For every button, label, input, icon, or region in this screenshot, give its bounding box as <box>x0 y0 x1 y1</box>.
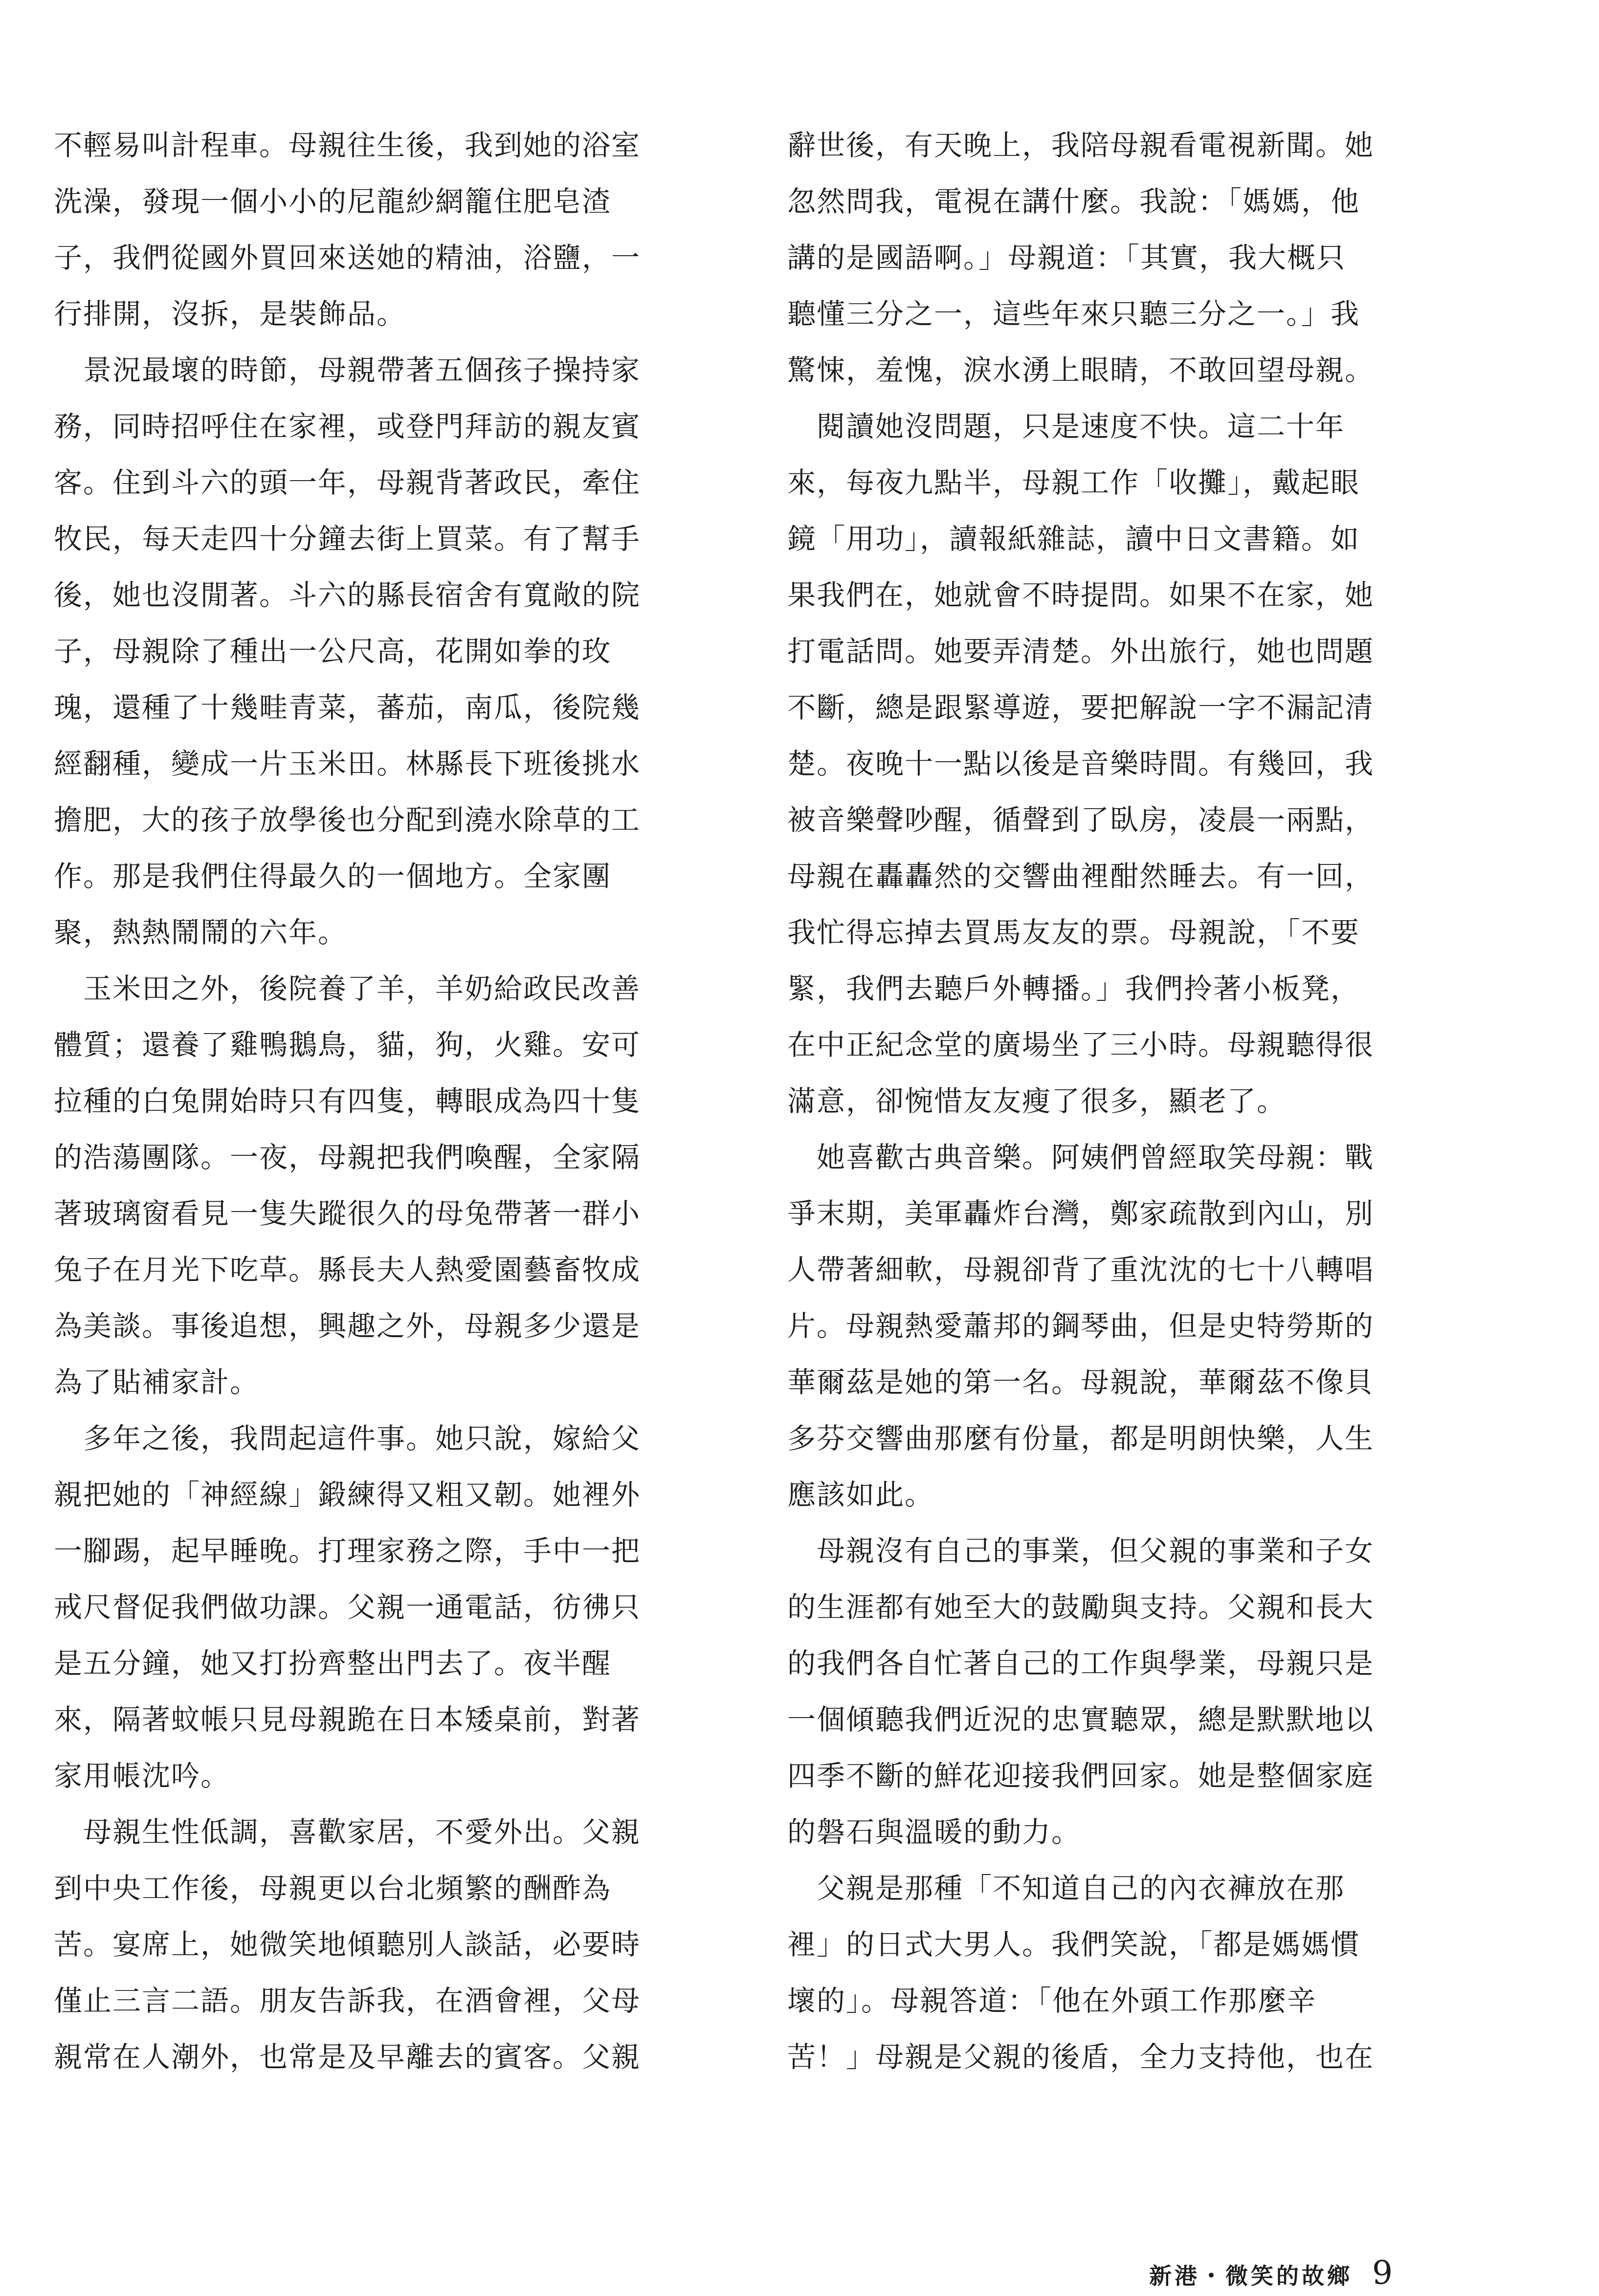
text-line: 應該如此。 <box>787 1478 934 1511</box>
text-line: 聚，熱熱鬧鬧的六年。 <box>54 916 348 949</box>
page-footer <box>1149 2254 1393 2292</box>
running-footer-title: 新港・微笑的故鄉 <box>1149 2263 1353 2289</box>
text-line: 客。住到斗六的頭一年，母親背著政民，牽住 <box>54 466 641 499</box>
text-line: 四季不斷的鮮花迎接我們回家。她是整個家庭 <box>787 1759 1375 1792</box>
text-line: 被音樂聲吵醒，循聲到了臥房，凌晨一兩點， <box>787 803 1375 837</box>
text-line: 的我們各自忙著自己的工作與學業，母親只是 <box>787 1647 1375 1680</box>
text-line: 為了貼補家計。 <box>54 1366 260 1399</box>
text-line: 親把她的「神經線」鍛練得又粗又韌。她裡外 <box>54 1478 641 1511</box>
right-text-column <box>787 117 1423 2085</box>
text-line: 不斷，總是跟緊導遊，要把解說一字不漏記清 <box>787 691 1375 724</box>
text-line: 體質；還養了雞鴨鵝鳥，貓，狗，火雞。安可 <box>54 1028 641 1061</box>
text-line: 的浩蕩團隊。一夜，母親把我們喚醒，全家隔 <box>54 1141 641 1174</box>
text-line: 後，她也沒閒著。斗六的縣長宿舍有寬敞的院 <box>54 578 641 612</box>
text-line: 景況最壞的時節，母親帶著五個孩子操持家 <box>54 353 641 387</box>
text-line: 裡」的日式大男人。我們笑說，「都是媽媽慣 <box>787 1928 1360 1961</box>
text-line: 到中央工作後，母親更以台北頻繁的酬酢為 <box>54 1872 612 1905</box>
text-line: 滿意，卻惋惜友友瘦了很多，顯老了。 <box>787 1084 1287 1118</box>
text-line: 果我們在，她就會不時提問。如果不在家，她 <box>787 578 1375 612</box>
text-line: 的磐石與溫暖的動力。 <box>787 1815 1081 1849</box>
text-line: 子，我們從國外買回來送她的精油，浴鹽，一 <box>54 241 641 274</box>
text-line: 僅止三言二語。朋友告訴我，在酒會裡，父母 <box>54 1984 641 2017</box>
text-line: 是五分鐘，她又打扮齊整出門去了。夜半醒 <box>54 1647 612 1680</box>
text-line: 母親沒有自己的事業，但父親的事業和子女 <box>787 1534 1375 1567</box>
text-line: 一腳踢，起早睡晚。打理家務之際，手中一把 <box>54 1534 641 1567</box>
text-line: 擔肥，大的孩子放學後也分配到澆水除草的工 <box>54 803 641 837</box>
text-line: 洗澡，發現一個小小的尼龍紗網籠住肥皂渣 <box>54 185 612 218</box>
text-line: 母親在轟轟然的交響曲裡酣然睡去。有一回， <box>787 860 1375 893</box>
page-number: 9 <box>1372 2254 1393 2292</box>
text-line: 聽懂三分之一，這些年來只聽三分之一。」我 <box>787 297 1360 331</box>
text-line: 打電話問。她要弄清楚。外出旅行，她也問題 <box>787 635 1375 668</box>
text-line: 緊，我們去聽戶外轉播。」我們拎著小板凳， <box>787 972 1360 1005</box>
text-line: 楚。夜晚十一點以後是音樂時間。有幾回，我 <box>787 747 1375 780</box>
text-line: 經翻種，變成一片玉米田。林縣長下班後挑水 <box>54 747 641 780</box>
text-line: 子，母親除了種出一公尺高，花開如拳的玫 <box>54 635 612 668</box>
text-line: 她喜歡古典音樂。阿姨們曾經取笑母親：戰 <box>787 1141 1375 1174</box>
text-line: 瑰，還種了十幾畦青菜，蕃茄，南瓜，後院幾 <box>54 691 641 724</box>
text-line: 兔子在月光下吃草。縣長夫人熱愛園藝畜牧成 <box>54 1253 641 1286</box>
text-line: 行排開，沒拆，是裝飾品。 <box>54 297 406 331</box>
text-line: 牧民，每天走四十分鐘去街上買菜。有了幫手 <box>54 522 641 555</box>
text-line: 家用帳沈吟。 <box>54 1759 230 1792</box>
text-line: 華爾茲是她的第一名。母親說，華爾茲不像貝 <box>787 1366 1375 1399</box>
text-line: 驚悚，羞愧，淚水湧上眼睛，不敢回望母親。 <box>787 353 1375 387</box>
text-line: 忽然問我，電視在講什麼。我說：「媽媽，他 <box>787 185 1360 218</box>
text-line: 著玻璃窗看見一隻失蹤很久的母兔帶著一群小 <box>54 1197 641 1230</box>
text-line: 辭世後，有天晚上，我陪母親看電視新聞。她 <box>787 129 1375 162</box>
text-line: 來，隔著蚊帳只見母親跪在日本矮桌前，對著 <box>54 1703 641 1736</box>
text-line: 拉種的白兔開始時只有四隻，轉眼成為四十隻 <box>54 1084 641 1118</box>
text-line: 苦！」母親是父親的後盾，全力支持他，也在 <box>787 2040 1375 2074</box>
text-line: 片。母親熱愛蕭邦的鋼琴曲，但是史特勞斯的 <box>787 1309 1375 1343</box>
text-line: 來，每夜九點半，母親工作「收攤」，戴起眼 <box>787 466 1360 499</box>
text-line: 講的是國語啊。」母親道：「其實，我大概只 <box>787 241 1346 274</box>
text-line: 我忙得忘掉去買馬友友的票。母親說，「不要 <box>787 916 1360 949</box>
text-line: 閱讀她沒問題，只是速度不快。這二十年 <box>787 410 1345 443</box>
text-line: 在中正紀念堂的廣場坐了三小時。母親聽得很 <box>787 1028 1375 1061</box>
text-line: 務，同時招呼住在家裡，或登門拜訪的親友賓 <box>54 410 641 443</box>
text-line: 玉米田之外，後院養了羊，羊奶給政民改善 <box>54 972 641 1005</box>
text-line: 母親生性低調，喜歡家居，不愛外出。父親 <box>54 1815 641 1849</box>
text-line: 一個傾聽我們近況的忠實聽眾，總是默默地以 <box>787 1703 1375 1736</box>
left-text-column <box>54 117 689 2085</box>
text-line: 不輕易叫計程車。母親往生後，我到她的浴室 <box>54 129 641 162</box>
text-line: 人帶著細軟，母親卻背了重沈沈的七十八轉唱 <box>787 1253 1375 1286</box>
text-line: 苦。宴席上，她微笑地傾聽別人談話，必要時 <box>54 1928 641 1961</box>
text-line: 作。那是我們住得最久的一個地方。全家團 <box>54 860 612 893</box>
text-line: 為美談。事後追想，興趣之外，母親多少還是 <box>54 1309 641 1343</box>
text-line: 鏡「用功」，讀報紙雜誌，讀中日文書籍。如 <box>787 522 1360 555</box>
text-line: 多年之後，我問起這件事。她只說，嫁給父 <box>54 1422 641 1455</box>
text-line: 父親是那種「不知道自己的內衣褲放在那 <box>787 1872 1345 1905</box>
text-line: 壞的」。母親答道：「他在外頭工作那麼辛 <box>787 1984 1317 2017</box>
text-line: 爭末期，美軍轟炸台灣，鄭家疏散到內山，別 <box>787 1197 1375 1230</box>
text-line: 戒尺督促我們做功課。父親一通電話，彷彿只 <box>54 1590 641 1624</box>
text-line: 多芬交響曲那麼有份量，都是明朗快樂，人生 <box>787 1422 1375 1455</box>
text-line: 親常在人潮外，也常是及早離去的賓客。父親 <box>54 2040 641 2074</box>
text-line: 的生涯都有她至大的鼓勵與支持。父親和長大 <box>787 1590 1375 1624</box>
